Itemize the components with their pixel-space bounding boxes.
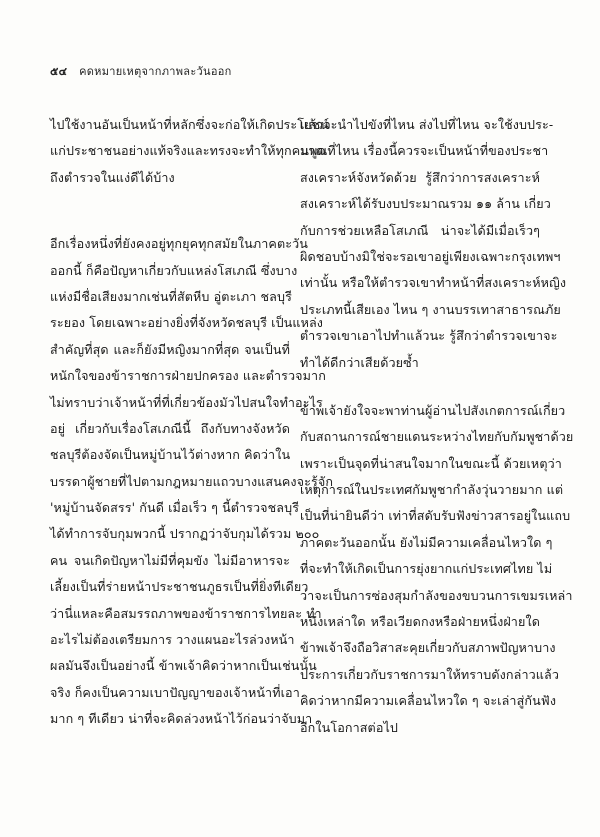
text-line: หนึ่งเหล่าใด หรือเวียดกงหรือฝ่ายหนึ่งฝ่ายใด [300, 614, 540, 630]
text-line: เพราะเป็นจุดที่น่าสนใจมากในขณะนี้ ด้วยเหตุว่า [300, 455, 562, 471]
page-number: ๕๔ [50, 65, 68, 78]
right-column [300, 112, 574, 763]
left-column [50, 112, 334, 763]
text-line: เหตุการณ์ในประเทศกัมพูชากำลังวุ่นวายมาก แต่ [300, 482, 564, 498]
text-line: ได้ทำการจับกุมพวกนี้ ปรากฏว่าจับกุมได้รวม ๒๐๐ [50, 526, 320, 542]
text-line: แห่งมีชื่อเสียงมากเช่นที่สัตหีบ อู่ตะเภา ชลบุรี [50, 288, 292, 304]
text-line: ถึงตำรวจในแง่ดีได้บ้าง [50, 169, 175, 185]
text-line: อีกในโอกาสต่อไป [300, 719, 399, 735]
text-line: คิดว่าหากมีความเคลื่อนไหวใด ๆ จะเล่าสู่กันฟัง [300, 693, 557, 709]
text-line: ออกนี้ ก็คือปัญหาเกี่ยวกับแหล่งโสเภณี ซึ่งบาง [50, 262, 298, 278]
text-line: ชลบุรีต้องจัดเป็นหมู่บ้านไว้ต่างหาก คิดว่าใน [50, 447, 291, 463]
paragraph [300, 398, 574, 741]
text-line: หนักใจของข้าราชการฝ่ายปกครอง และตำรวจมาก [50, 368, 326, 384]
text-line: ทำได้ดีกว่าเสียด้วยซ้ำ [300, 354, 419, 370]
text-line: ประเภทนี้เสียเอง ไหน ๆ งานบรรเทาสาธารณภัย [300, 301, 561, 317]
text-line: มาณที่ไหน เรื่องนี้ควรจะเป็นหน้าที่ของประชา [300, 143, 549, 159]
text-line: เท่านั้น หรือให้ตำรวจเขาทำหน้าที่สงเคราะห์หญิง [300, 275, 567, 291]
text-line: ตำรวจเขาเอาไปทำแล้วนะ รู้สึกว่าตำรวจเขาจะ [300, 328, 558, 344]
text-line: ไปใช้งานอันเป็นหน้าที่หลักซึ่งจะก่อให้เกิดประโยชน์ [50, 117, 329, 132]
text-line: ข้าพเจ้าจึงถือวิสาสะคุยเกี่ยวกับสภาพปัญหาบาง [300, 640, 556, 656]
text-line: อะไรไม่ต้องเตรียมการ วางแผนอะไรล่วงหน้า [50, 632, 295, 648]
text-line: ผิดชอบบ้างมิใช่จะรอเขาอยู่เพียงเฉพาะกรุงเทพฯ [300, 248, 561, 264]
text-line: กับสถานการณ์ชายแดนระหว่างไทยกับกัมพูชาด้วย [300, 429, 574, 445]
text-line: ที่จะทำให้เกิดเป็นการยุ่งยากแก่ประเทศไทย ไม่ [300, 561, 553, 577]
text-line: อีกเรื่องหนึ่งที่ยังคงอยู่ทุกยุคทุกสมัยในภาคตะวัน [50, 236, 308, 252]
text-line: แก่ประชาชนอย่างแท้จริงและทรงจะทำให้ทุกคนพูด [50, 143, 326, 159]
text-line: ภาคตะวันออกนั้น ยังไม่มีความเคลื่อนไหวใด ๆ [300, 534, 553, 550]
paragraph [50, 112, 329, 191]
text-line: ระยอง โดยเฉพาะอย่างยิ่งที่จังหวัดชลบุรี เป็นแหล่ง [50, 315, 324, 331]
text-line: สำคัญที่สุด และก็ยังมีหญิงมากที่สุด จนเป็นที่ [50, 341, 290, 357]
text-line: มาก ๆ ทีเดียว น่าที่จะคิดล่วงหน้าไว้ก่อนว่าจับมา [50, 711, 313, 727]
text-line: บรรดาผู้ชายที่ไปตามกฎหมายแถวบางแสนคงจะรู้จัก [50, 473, 334, 489]
text-line: เป็นที่น่ายินดีว่า เท่าที่สดับรับฟังข่าวสารอยู่ในแถบ [300, 508, 571, 524]
paragraph [300, 112, 567, 376]
running-header [50, 62, 232, 80]
text-line: ผลมันจึงเป็นอย่างนี้ ข้าพเจ้าคิดว่าหากเป็นเช่นนั้น [50, 658, 317, 674]
text-line: สงเคราะห์จังหวัดด้วย รู้สึกว่าการสงเคราะห์ [300, 169, 540, 185]
text-line: กับการช่วยเหลือโสเภณี น่าจะได้มีเมื่อเร็วๆ [300, 222, 540, 238]
paragraph [50, 231, 334, 732]
text-line: ไม่ทราบว่าเจ้าหน้าที่ที่เกี่ยวข้องมัวไปสนใจทำอะไร [50, 394, 323, 410]
text-line: ข้าพเจ้ายังใจจะพาท่านผู้อ่านไปสังเกตการณ์เกี่ยว [300, 402, 566, 418]
text-line: ว่านี่แหละคือสมรรถภาพของข้าราชการไทยละ ทำ [50, 605, 322, 621]
text-line: แล้วจะนำไปขังที่ไหน ส่งไปที่ไหน จะใช้งบประ- [300, 117, 554, 132]
text-line: ว่าจะเป็นการซ่องสุมกำลังของขบวนการเขมรเหล่า [300, 587, 573, 603]
text-line: อยู่ เกี่ยวกับเรื่องโสเภณีนี้ ถึงกับทางจังหวัด [50, 420, 290, 436]
text-line: เลี้ยงเป็นที่ร่ายหน้าประชาชนภูธรเป็นที่ยิ่งทีเดียว [50, 579, 309, 595]
text-line: จริง ก็คงเป็นความเบาปัญญาของเจ้าหน้าที่เอา [50, 684, 300, 700]
text-line: 'หมู่บ้านจัดสรร' กันดี เมื่อเร็ว ๆ นี้ตำรวจชลบุรี [50, 500, 300, 516]
text-line: คน จนเกิดปัญหาไม่มีที่คุมขัง ไม่มีอาหารจะ [50, 552, 290, 568]
text-line: ประการเกี่ยวกับราชการมาให้ทราบดังกล่าวแล้ว [300, 666, 560, 682]
text-line: สงเคราะห์ได้รับงบประมาณรวม ๑๑ ล้าน เกี่ยว [300, 196, 551, 212]
running-title: คดหมายเหตุจากภาพละวันออก [79, 65, 232, 78]
